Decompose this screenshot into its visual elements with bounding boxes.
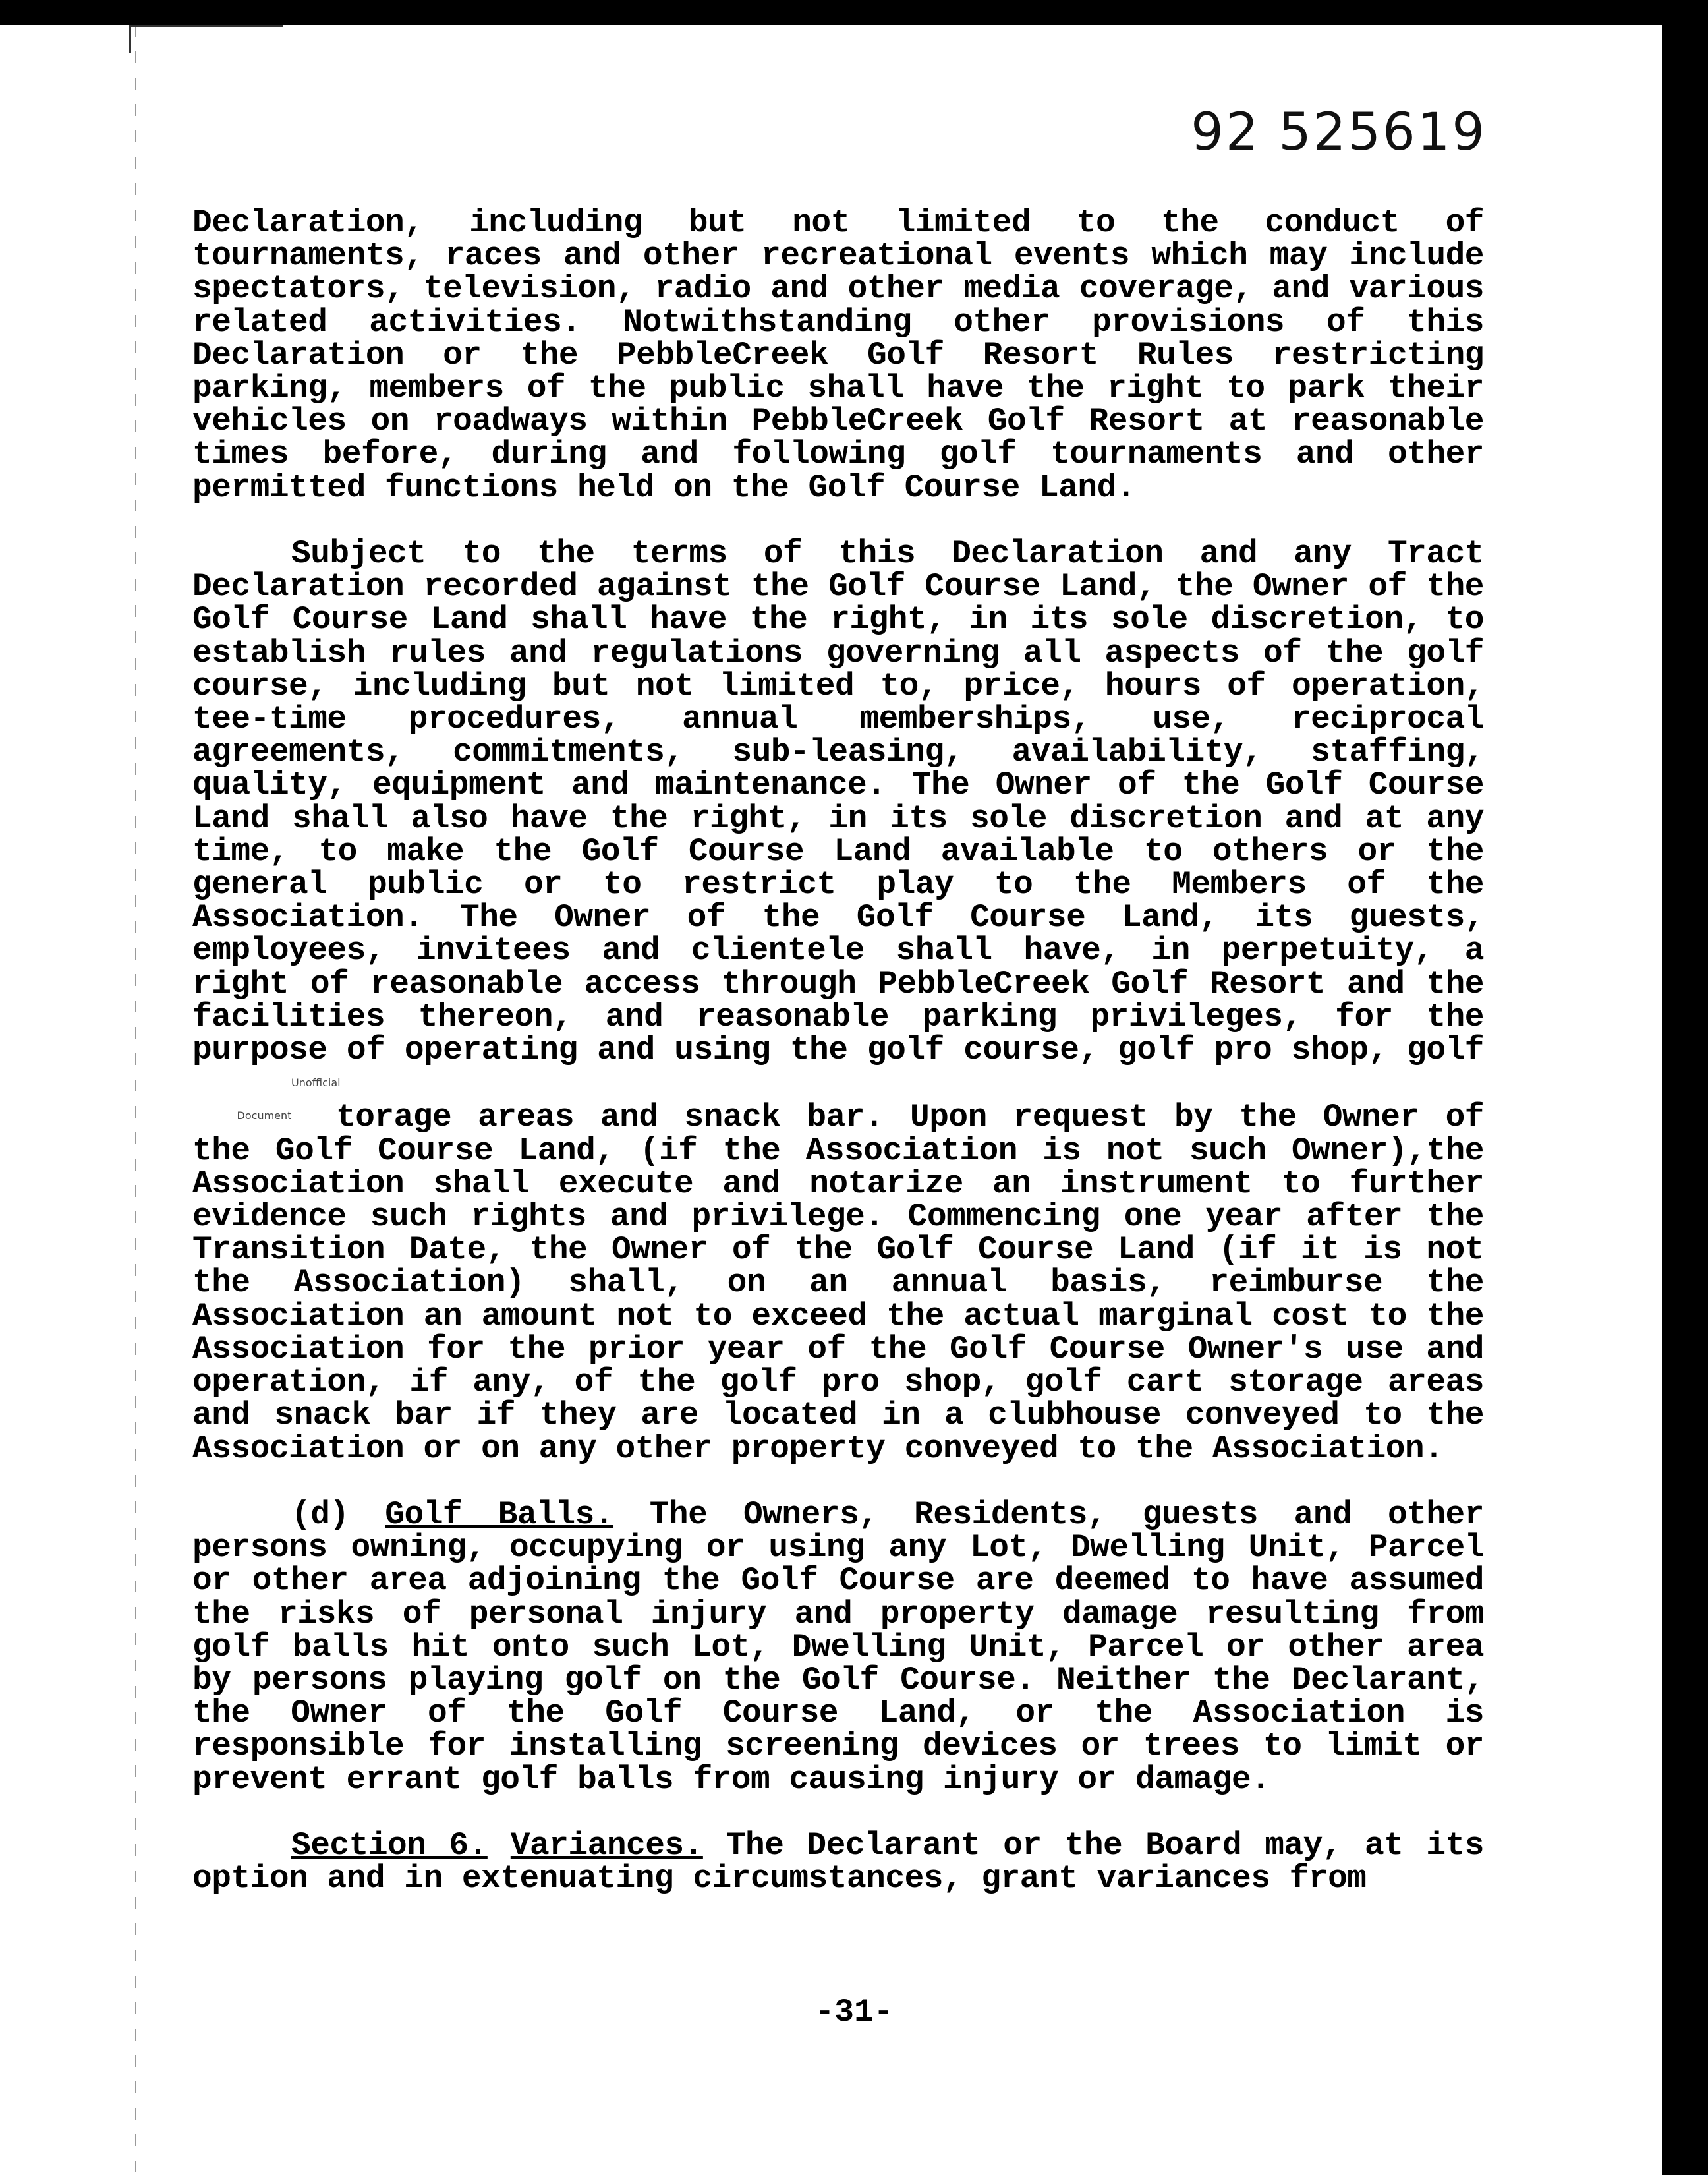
paragraph-text-after: torage areas and snack bar. Upon request by the Owner of the Golf Course Land, (if the Association is not such Owner),the Association shall execute and notarize an instrument to further evidence such rights and privilege. Commencing one year after the Transition Date, the Owner of the Golf Course Land (if it is not the Association) shall, on an annual basis, reimburse the Association an amount not to exceed the actual marginal cost to the Association for the prior year of the Golf Course Owner's use and operation, if any, of the golf pro shop, golf cart storage areas and snack bar if they are located in a clubhouse conveyed to the Association or on any other property conveyed to the Association. — [192, 1099, 1484, 1467]
subsection-text: The Owners, Residents, guests and other persons owning, occupying or using any Lot, Dwelling Unit, Parcel or other area adjoining the Golf Course are deemed to have assumed the risks of personal injury and property damage resulting from golf balls hit onto such Lot, Dwelling Unit, Parcel or other area by persons playing golf on the Golf Course. Neither the Declarant, the Owner of the Golf Course Land, or the Association is responsible for installing screening devices or trees to limit or prevent errant golf balls from causing injury or damage. — [192, 1495, 1484, 1798]
section-heading: Variances. — [510, 1826, 703, 1864]
paragraph-text-before: Subject to the terms of this Declaration and any Tract Declaration recorded against the Golf Course Land, the Owner of the Golf Course Land shall have the right, in its sole discretion, to establish rules and regulations governing all aspects of the golf course, including but not limited to, price, hours of operation, tee-time procedures, annual memberships, use, reciprocal agreements, commitments, sub-leasing, availability, staffing, quality, equipment and maintenance. The Owner of the Golf Course Land shall also have the right, in its sole discretion and at any time, to make the Golf Course Land available to others or the general public or to restrict play to the Members of the Association. The Owner of the Golf Course Land, its guests, employees, invitees and clientele shall have, in perpetuity, a right of reasonable access through PebbleCreek Golf Resort and the facilities thereon, and reasonable parking privileges, for the purpose of operating and using the golf course, golf pro shop, golf — [192, 535, 1484, 1069]
scan-corner-mark — [129, 25, 283, 53]
section-number: Section 6. — [291, 1826, 488, 1864]
paragraph-continuation: Declaration, including but not limited to the conduct of tournaments, races and other recreational events which may include spectators, television, radio and other media coverage, and various related activities. Notwithstanding other provisions of this Declaration or the PebbleCreek Golf Resort Rules restricting parking, members of the public shall have the right to park their vehicles on roadways within PebbleCreek Golf Resort at reasonable times before, during and following golf tournaments and other permitted functions held on the Golf Course Land. — [192, 204, 1484, 506]
subsection-label: (d) — [291, 1495, 349, 1533]
left-margin-line — [135, 25, 136, 2175]
section-text: The Declarant or the Board may, at its option and in extenuating circumstances, grant variances from — [192, 1826, 1484, 1898]
page-number: -31- — [814, 1994, 894, 2031]
document-number: 92 525619 — [1191, 103, 1487, 162]
document-page — [0, 25, 1662, 2175]
paragraph-section-6 — [192, 1826, 1484, 1898]
subsection-heading: Golf Balls. — [385, 1495, 614, 1533]
unofficial-document-watermark: Unofficial Document — [237, 1076, 341, 1122]
paragraph-golf-course-rules — [192, 537, 1484, 1465]
body-text — [192, 206, 1484, 1928]
paragraph-golf-balls — [192, 1495, 1484, 1798]
